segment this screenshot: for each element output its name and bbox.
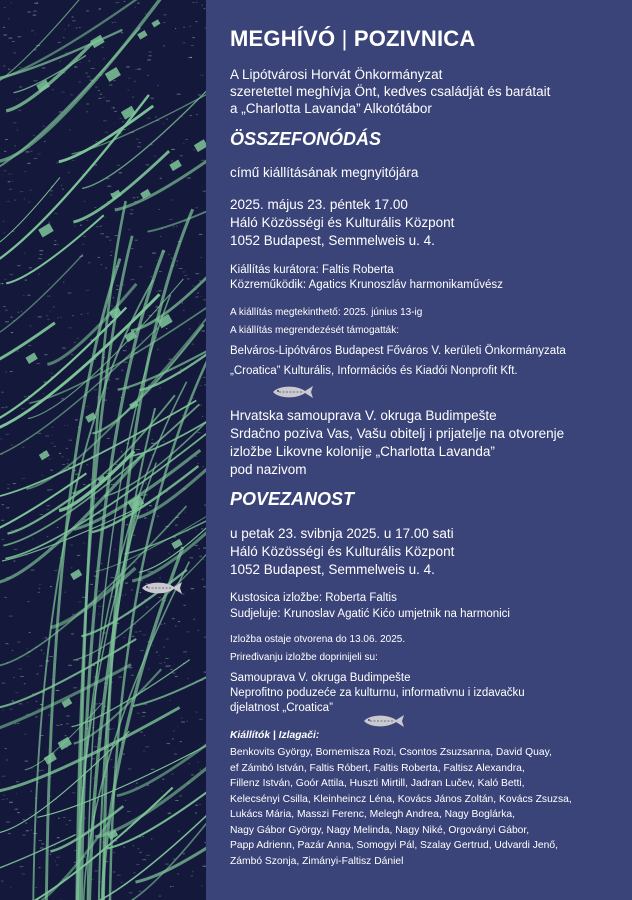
hu-intro-line: szeretettel meghívja Önt, kedves családját és barátait [230, 84, 551, 99]
hu-curator: Kiállítás kurátora: Faltis Roberta [230, 264, 394, 276]
hu-subtitle: című kiállításának megnyitójára [230, 165, 419, 180]
hu-intro-line: a „Charlotta Lavanda” Alkotótábor [230, 101, 432, 116]
artist-names-line: Lukács Mária, Masszi Ferenc, Melegh Andrea, Nagy Boglárka, [230, 809, 516, 820]
artist-names-line: Fillenz István, Goór Attila, Huszti Mirtill, Jadran Lučev, Kaló Betti, [230, 778, 525, 789]
hr-supporter: Neprofitno poduzeće za kulturnu, informativnu i izdavačku [230, 687, 525, 699]
artist-names-line: ef Zámbó István, Faltis Róbert, Faltis Roberta, Faltisz Alexandra, [230, 763, 525, 774]
artwork-panel [0, 0, 206, 900]
hr-curator: Kustosica izložbe: Roberta Faltis [230, 592, 397, 604]
hr-intro-line: Srdačno poziva Vas, Vašu obitelj i prijatelje na otvorenje [230, 426, 565, 441]
hr-supporter: djelatnost „Croatica” [230, 702, 333, 714]
artist-names-line: Benkovits György, Bornemisza Rozi, Csontos Zsuzsanna, David Quay, [230, 747, 552, 758]
hr-intro-line: izložbe Likovne kolonije „Charlotta Lavanda” [230, 444, 495, 459]
hu-supporter: „Croatica” Kulturális, Információs és Kiadói Nonprofit Kft. [230, 365, 518, 377]
hu-open-until: A kiállítás megtekinthető: 2025. június 13-ig [230, 307, 423, 318]
hr-supporter: Samouprava V. okruga Budimpešte [230, 672, 411, 684]
artist-names-line: Nagy Gábor György, Nagy Melinda, Nagy Niké, Orgoványi Gábor, [230, 825, 530, 836]
artist-names-line: Kelecsényi Csilla, Kleinheincz Léna, Kovács János Zoltán, Kovács Zsuzsa, [230, 794, 572, 805]
hr-open-until: Izložba ostaje otvorena do 13.06. 2025. [230, 634, 406, 645]
title-hungarian: MEGHÍVÓ [230, 26, 336, 51]
hu-event-date: 2025. május 23. péntek 17.00 [230, 197, 408, 212]
hu-performer: Közreműködik: Agatics Krunoszláv harmonikaművész [230, 279, 503, 291]
hr-intro-line: Hrvatska samouprava V. okruga Budimpešte [230, 408, 497, 423]
fish-ornament-icon [140, 580, 184, 596]
hr-performer: Sudjeluje: Krunoslav Agatić Kićo umjetnik na harmonici [230, 608, 510, 620]
artists-label: Kiállítók | Izlagači: [230, 730, 320, 741]
fish-ornament-icon [362, 713, 406, 729]
hu-event-venue: Háló Közösségi és Kulturális Központ [230, 215, 455, 230]
hu-exhibition-title: ÖSSZEFONÓDÁS [230, 129, 382, 149]
hr-exhibition-title: POVEZANOST [230, 489, 355, 509]
title-separator: | [341, 26, 348, 51]
artist-names-line: Papp Adrienn, Pazár Anna, Somogyi Pál, Szalay Gertrud, Udvardi Jenő, [230, 840, 558, 851]
hr-event-venue: Háló Közösségi és Kulturális Központ [230, 544, 455, 559]
hu-supporter: Belváros-Lipótváros Budapest Főváros V. kerületi Önkormányzata [230, 345, 566, 357]
hu-supporters-label: A kiállítás megrendezését támogatták: [230, 325, 399, 336]
hu-event-address: 1052 Budapest, Semmelweis u. 4. [230, 233, 435, 248]
artist-names-line: Zámbó Szonja, Zimányi-Faltisz Dániel [230, 856, 404, 867]
hr-supporters-label: Priređivanju izložbe doprinijeli su: [230, 652, 378, 663]
hr-event-address: 1052 Budapest, Semmelweis u. 4. [230, 562, 435, 577]
hu-intro-line: A Lipótvárosi Horvát Önkormányzat [230, 67, 443, 82]
woven-grass-artwork [0, 0, 206, 900]
invitation-text [230, 0, 626, 900]
page-title [230, 26, 475, 52]
hr-event-date: u petak 23. svibnja 2025. u 17.00 sati [230, 526, 454, 541]
fish-ornament-icon [271, 384, 315, 400]
title-croatian: POZIVNICA [353, 26, 476, 51]
hr-intro-line: pod nazivom [230, 462, 307, 477]
